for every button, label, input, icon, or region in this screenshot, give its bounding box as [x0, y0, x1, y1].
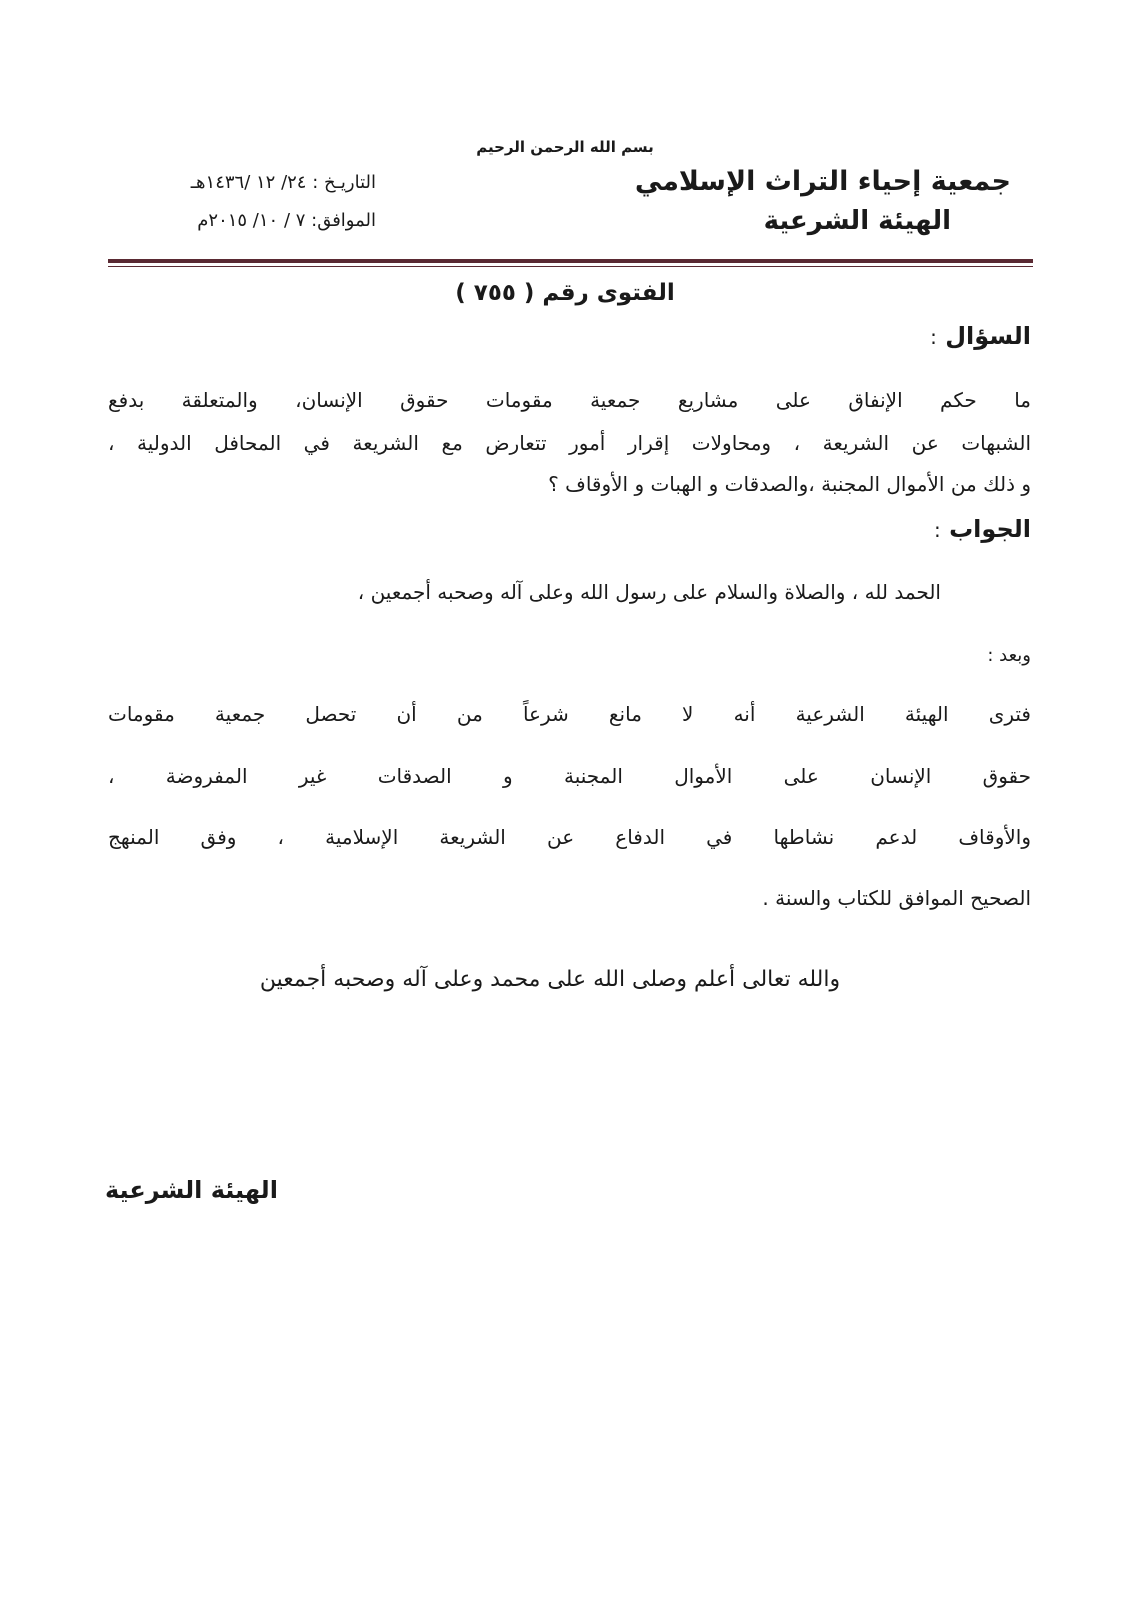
basmala: بسم الله الرحمن الرحيم [476, 138, 654, 156]
answer-opening: الحمد لله ، والصلاة والسلام على رسول الله وعلى آله وصحبه أجمعين ، [357, 580, 941, 604]
answer-label [934, 515, 1031, 543]
answer-line: والأوقاف لدعم نشاطها في الدفاع عن الشريعة الإسلامية ، وفق المنهج [108, 825, 1031, 849]
hijri-date: التاريـخ : ٢٤/ ١٢ /١٤٣٦هـ [190, 172, 376, 193]
answer-line: الصحيح الموافق للكتاب والسنة . [762, 886, 1031, 910]
question-line: ما حكم الإنفاق على مشاريع جمعية مقومات حقوق الإنسان، والمتعلقة بدفع [108, 388, 1031, 412]
answer-line: فترى الهيئة الشرعية أنه لا مانع شرعاً من أن تحصل جمعية مقومات [108, 702, 1031, 726]
closing-prayer: والله تعالى أعلم وصلى الله على محمد وعلى آله وصحبه أجمعين [259, 967, 841, 992]
organization-name: جمعية إحياء التراث الإسلامي [634, 166, 1011, 197]
signature: الهيئة الشرعية [105, 1176, 278, 1204]
gregorian-date: الموافق: ٧ / ١٠/ ٢٠١٥م [197, 210, 376, 231]
answer-label-colon: : [933, 518, 941, 542]
organization-department: الهيئة الشرعية [763, 206, 951, 236]
fatwa-title: الفتوى رقم ( ٧٥٥ ) [455, 280, 675, 306]
question-label-colon: : [930, 325, 937, 349]
question-line: و ذلك من الأموال المجنبة ،والصدقات و الهبات و الأوقاف ؟ [548, 472, 1031, 496]
answer-label-text: الجواب [949, 515, 1031, 543]
answer-wabad: وبعد : [987, 645, 1031, 666]
question-line: الشبهات عن الشريعة ، ومحاولات إقرار أمور تتعارض مع الشريعة في المحافل الدولية ، [108, 431, 1031, 455]
question-label [930, 322, 1031, 350]
header-divider [108, 259, 1033, 263]
question-label-text: السؤال [945, 322, 1031, 350]
header-divider-thin [108, 266, 1033, 267]
answer-line: حقوق الإنسان على الأموال المجنبة و الصدقات غير المفروضة ، [108, 764, 1031, 788]
